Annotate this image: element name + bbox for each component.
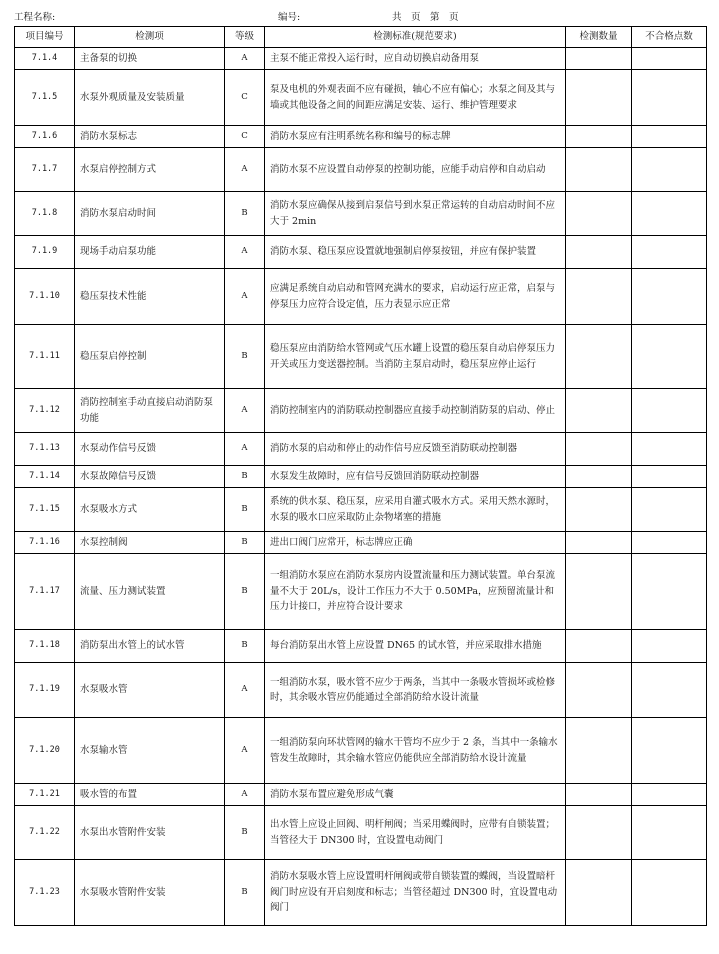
item-code: 7.1.8 bbox=[15, 192, 75, 236]
item-grade: B bbox=[225, 554, 265, 630]
table-row bbox=[15, 433, 707, 466]
table-row bbox=[15, 466, 707, 488]
nonconforming-cell[interactable] bbox=[632, 630, 707, 663]
nonconforming-cell[interactable] bbox=[632, 236, 707, 269]
nonconforming-cell[interactable] bbox=[632, 718, 707, 784]
item-code: 7.1.9 bbox=[15, 236, 75, 269]
item-standard: 一组消防水泵应在消防水泵房内设置流量和压力测试装置。单台泵流量不大于 20L/s，设计工作压力不大于 0.50MPa，应预留流量计和压力计接口，并应符合设计要求 bbox=[265, 554, 566, 630]
table-row bbox=[15, 48, 707, 70]
item-standard: 泵及电机的外观表面不应有碰损，轴心不应有偏心；水泵之间及其与墙或其他设备之间的间距应满足安装、运行、维护管理要求 bbox=[265, 70, 566, 126]
item-grade: B bbox=[225, 630, 265, 663]
table-row bbox=[15, 806, 707, 860]
item-code: 7.1.12 bbox=[15, 389, 75, 433]
quantity-cell[interactable] bbox=[566, 192, 632, 236]
item-standard: 水泵发生故障时，应有信号反馈回消防联动控制器 bbox=[265, 466, 566, 488]
item-grade: B bbox=[225, 532, 265, 554]
item-code: 7.1.10 bbox=[15, 269, 75, 325]
item-name: 消防水泵标志 bbox=[75, 126, 225, 148]
item-standard: 消防水泵应有注明系统名称和编号的标志牌 bbox=[265, 126, 566, 148]
table-row bbox=[15, 192, 707, 236]
table-header-row bbox=[15, 27, 707, 48]
item-standard: 消防水泵、稳压泵应设置就地强制启停泵按钮，并应有保护装置 bbox=[265, 236, 566, 269]
column-header-code: 项目编号 bbox=[15, 27, 75, 48]
column-header-grade: 等级 bbox=[225, 27, 265, 48]
quantity-cell[interactable] bbox=[566, 718, 632, 784]
item-standard: 进出口阀门应常开，标志牌应正确 bbox=[265, 532, 566, 554]
item-code: 7.1.11 bbox=[15, 325, 75, 389]
nonconforming-cell[interactable] bbox=[632, 192, 707, 236]
table-row bbox=[15, 663, 707, 718]
item-grade: B bbox=[225, 325, 265, 389]
item-standard: 消防控制室内的消防联动控制器应直接手动控制消防泵的启动、停止 bbox=[265, 389, 566, 433]
table-row bbox=[15, 148, 707, 192]
nonconforming-cell[interactable] bbox=[632, 554, 707, 630]
project-name-label: 工程名称: bbox=[14, 12, 56, 23]
item-code: 7.1.23 bbox=[15, 860, 75, 926]
column-header-standard: 检测标准(规范要求) bbox=[265, 27, 566, 48]
item-standard: 主泵不能正常投入运行时，应自动切换启动备用泵 bbox=[265, 48, 566, 70]
form-header bbox=[0, 9, 719, 23]
item-code: 7.1.15 bbox=[15, 488, 75, 532]
column-header-nonconforming: 不合格点数 bbox=[632, 27, 707, 48]
item-grade: B bbox=[225, 860, 265, 926]
table-row bbox=[15, 126, 707, 148]
nonconforming-cell[interactable] bbox=[632, 269, 707, 325]
item-name: 水泵吸水方式 bbox=[75, 488, 225, 532]
item-name: 吸水管的布置 bbox=[75, 784, 225, 806]
nonconforming-cell[interactable] bbox=[632, 433, 707, 466]
item-name: 现场手动启泵功能 bbox=[75, 236, 225, 269]
quantity-cell[interactable] bbox=[566, 488, 632, 532]
item-code: 7.1.4 bbox=[15, 48, 75, 70]
item-standard: 应满足系统自动启动和管网充满水的要求，启动运行应正常，启泵与停泵压力应符合设定值，压力表显示应正常 bbox=[265, 269, 566, 325]
item-standard: 消防水泵布置应避免形成气囊 bbox=[265, 784, 566, 806]
quantity-cell[interactable] bbox=[566, 325, 632, 389]
item-name: 水泵故障信号反馈 bbox=[75, 466, 225, 488]
item-grade: C bbox=[225, 70, 265, 126]
quantity-cell[interactable] bbox=[566, 860, 632, 926]
item-grade: A bbox=[225, 663, 265, 718]
item-standard: 消防水泵的启动和停止的动作信号应反馈至消防联动控制器 bbox=[265, 433, 566, 466]
quantity-cell[interactable] bbox=[566, 554, 632, 630]
item-grade: A bbox=[225, 269, 265, 325]
nonconforming-cell[interactable] bbox=[632, 148, 707, 192]
table-row bbox=[15, 784, 707, 806]
table-row bbox=[15, 630, 707, 663]
item-grade: A bbox=[225, 433, 265, 466]
item-code: 7.1.17 bbox=[15, 554, 75, 630]
item-name: 消防水泵启动时间 bbox=[75, 192, 225, 236]
nonconforming-cell[interactable] bbox=[632, 532, 707, 554]
item-name: 稳压泵技术性能 bbox=[75, 269, 225, 325]
item-name: 水泵输水管 bbox=[75, 718, 225, 784]
item-code: 7.1.7 bbox=[15, 148, 75, 192]
item-grade: A bbox=[225, 148, 265, 192]
item-code: 7.1.5 bbox=[15, 70, 75, 126]
item-standard: 消防水泵不应设置自动停泵的控制功能，应能手动启停和自动启动 bbox=[265, 148, 566, 192]
nonconforming-cell[interactable] bbox=[632, 663, 707, 718]
quantity-cell[interactable] bbox=[566, 466, 632, 488]
item-name: 消防泵出水管上的试水管 bbox=[75, 630, 225, 663]
inspection-table bbox=[14, 26, 707, 926]
table-row bbox=[15, 718, 707, 784]
table-row bbox=[15, 236, 707, 269]
item-grade: B bbox=[225, 488, 265, 532]
item-code: 7.1.21 bbox=[15, 784, 75, 806]
number-label: 编号: bbox=[278, 12, 301, 23]
item-name: 水泵吸水管附件安装 bbox=[75, 860, 225, 926]
item-name: 水泵动作信号反馈 bbox=[75, 433, 225, 466]
column-header-item: 检测项 bbox=[75, 27, 225, 48]
quantity-cell[interactable] bbox=[566, 236, 632, 269]
nonconforming-cell[interactable] bbox=[632, 48, 707, 70]
nonconforming-cell[interactable] bbox=[632, 126, 707, 148]
item-grade: C bbox=[225, 126, 265, 148]
item-code: 7.1.13 bbox=[15, 433, 75, 466]
item-grade: A bbox=[225, 784, 265, 806]
item-code: 7.1.6 bbox=[15, 126, 75, 148]
quantity-cell[interactable] bbox=[566, 148, 632, 192]
table-row bbox=[15, 269, 707, 325]
table-row bbox=[15, 389, 707, 433]
nonconforming-cell[interactable] bbox=[632, 389, 707, 433]
nonconforming-cell[interactable] bbox=[632, 806, 707, 860]
item-name: 水泵外观质量及安装质量 bbox=[75, 70, 225, 126]
table-row bbox=[15, 860, 707, 926]
quantity-cell[interactable] bbox=[566, 630, 632, 663]
nonconforming-cell[interactable] bbox=[632, 70, 707, 126]
item-grade: B bbox=[225, 466, 265, 488]
item-code: 7.1.20 bbox=[15, 718, 75, 784]
nonconforming-cell[interactable] bbox=[632, 466, 707, 488]
item-standard: 稳压泵应由消防给水管网或气压水罐上设置的稳压泵自动启停泵压力开关或压力变送器控制。当消防主泵启动时，稳压泵应停止运行 bbox=[265, 325, 566, 389]
column-header-quantity: 检测数量 bbox=[566, 27, 632, 48]
item-grade: A bbox=[225, 389, 265, 433]
quantity-cell[interactable] bbox=[566, 48, 632, 70]
item-name: 流量、压力测试装置 bbox=[75, 554, 225, 630]
quantity-cell[interactable] bbox=[566, 269, 632, 325]
item-name: 水泵启停控制方式 bbox=[75, 148, 225, 192]
quantity-cell[interactable] bbox=[566, 126, 632, 148]
item-name: 水泵控制阀 bbox=[75, 532, 225, 554]
item-grade: A bbox=[225, 236, 265, 269]
quantity-cell[interactable] bbox=[566, 784, 632, 806]
item-code: 7.1.14 bbox=[15, 466, 75, 488]
item-name: 主备泵的切换 bbox=[75, 48, 225, 70]
item-code: 7.1.18 bbox=[15, 630, 75, 663]
item-code: 7.1.16 bbox=[15, 532, 75, 554]
item-name: 水泵吸水管 bbox=[75, 663, 225, 718]
quantity-cell[interactable] bbox=[566, 806, 632, 860]
table-row bbox=[15, 554, 707, 630]
item-name: 消防控制室手动直接启动消防泵功能 bbox=[75, 389, 225, 433]
item-name: 水泵出水管附件安装 bbox=[75, 806, 225, 860]
item-standard: 一组消防泵向环状管网的输水干管均不应少于 2 条，当其中一条输水管发生故障时，其余输水管应仍能供应全部消防给水设计流量 bbox=[265, 718, 566, 784]
item-code: 7.1.19 bbox=[15, 663, 75, 718]
table-row bbox=[15, 488, 707, 532]
nonconforming-cell[interactable] bbox=[632, 488, 707, 532]
quantity-cell[interactable] bbox=[566, 70, 632, 126]
item-standard: 消防水泵应确保从接到启泵信号到水泵正常运转的自动启动时间不应大于 2min bbox=[265, 192, 566, 236]
item-grade: B bbox=[225, 192, 265, 236]
quantity-cell[interactable] bbox=[566, 389, 632, 433]
item-code: 7.1.22 bbox=[15, 806, 75, 860]
item-name: 稳压泵启停控制 bbox=[75, 325, 225, 389]
table-row bbox=[15, 325, 707, 389]
table-row bbox=[15, 532, 707, 554]
item-grade: A bbox=[225, 718, 265, 784]
item-standard: 一组消防水泵，吸水管不应少于两条，当其中一条吸水管损坏或检修时，其余吸水管应仍能通过全部消防给水设计流量 bbox=[265, 663, 566, 718]
item-grade: B bbox=[225, 806, 265, 860]
item-standard: 出水管上应设止回阀、明杆闸阀；当采用蝶阀时，应带有自锁装置；当管径大于 DN300 时，宜设置电动阀门 bbox=[265, 806, 566, 860]
item-standard: 每台消防泵出水管上应设置 DN65 的试水管，并应采取排水措施 bbox=[265, 630, 566, 663]
quantity-cell[interactable] bbox=[566, 663, 632, 718]
quantity-cell[interactable] bbox=[566, 532, 632, 554]
nonconforming-cell[interactable] bbox=[632, 784, 707, 806]
nonconforming-cell[interactable] bbox=[632, 325, 707, 389]
page-count-label: 共 页 第 页 bbox=[392, 12, 459, 23]
quantity-cell[interactable] bbox=[566, 433, 632, 466]
item-standard: 系统的供水泵、稳压泵，应采用自灌式吸水方式。采用天然水源时，水泵的吸水口应采取防止杂物堵塞的措施 bbox=[265, 488, 566, 532]
item-grade: A bbox=[225, 48, 265, 70]
item-standard: 消防水泵吸水管上应设置明杆闸阀或带自锁装置的蝶阀，当设置暗杆阀门时应设有开启刻度和标志；当管径超过 DN300 时，宜设置电动阀门 bbox=[265, 860, 566, 926]
nonconforming-cell[interactable] bbox=[632, 860, 707, 926]
table-row bbox=[15, 70, 707, 126]
